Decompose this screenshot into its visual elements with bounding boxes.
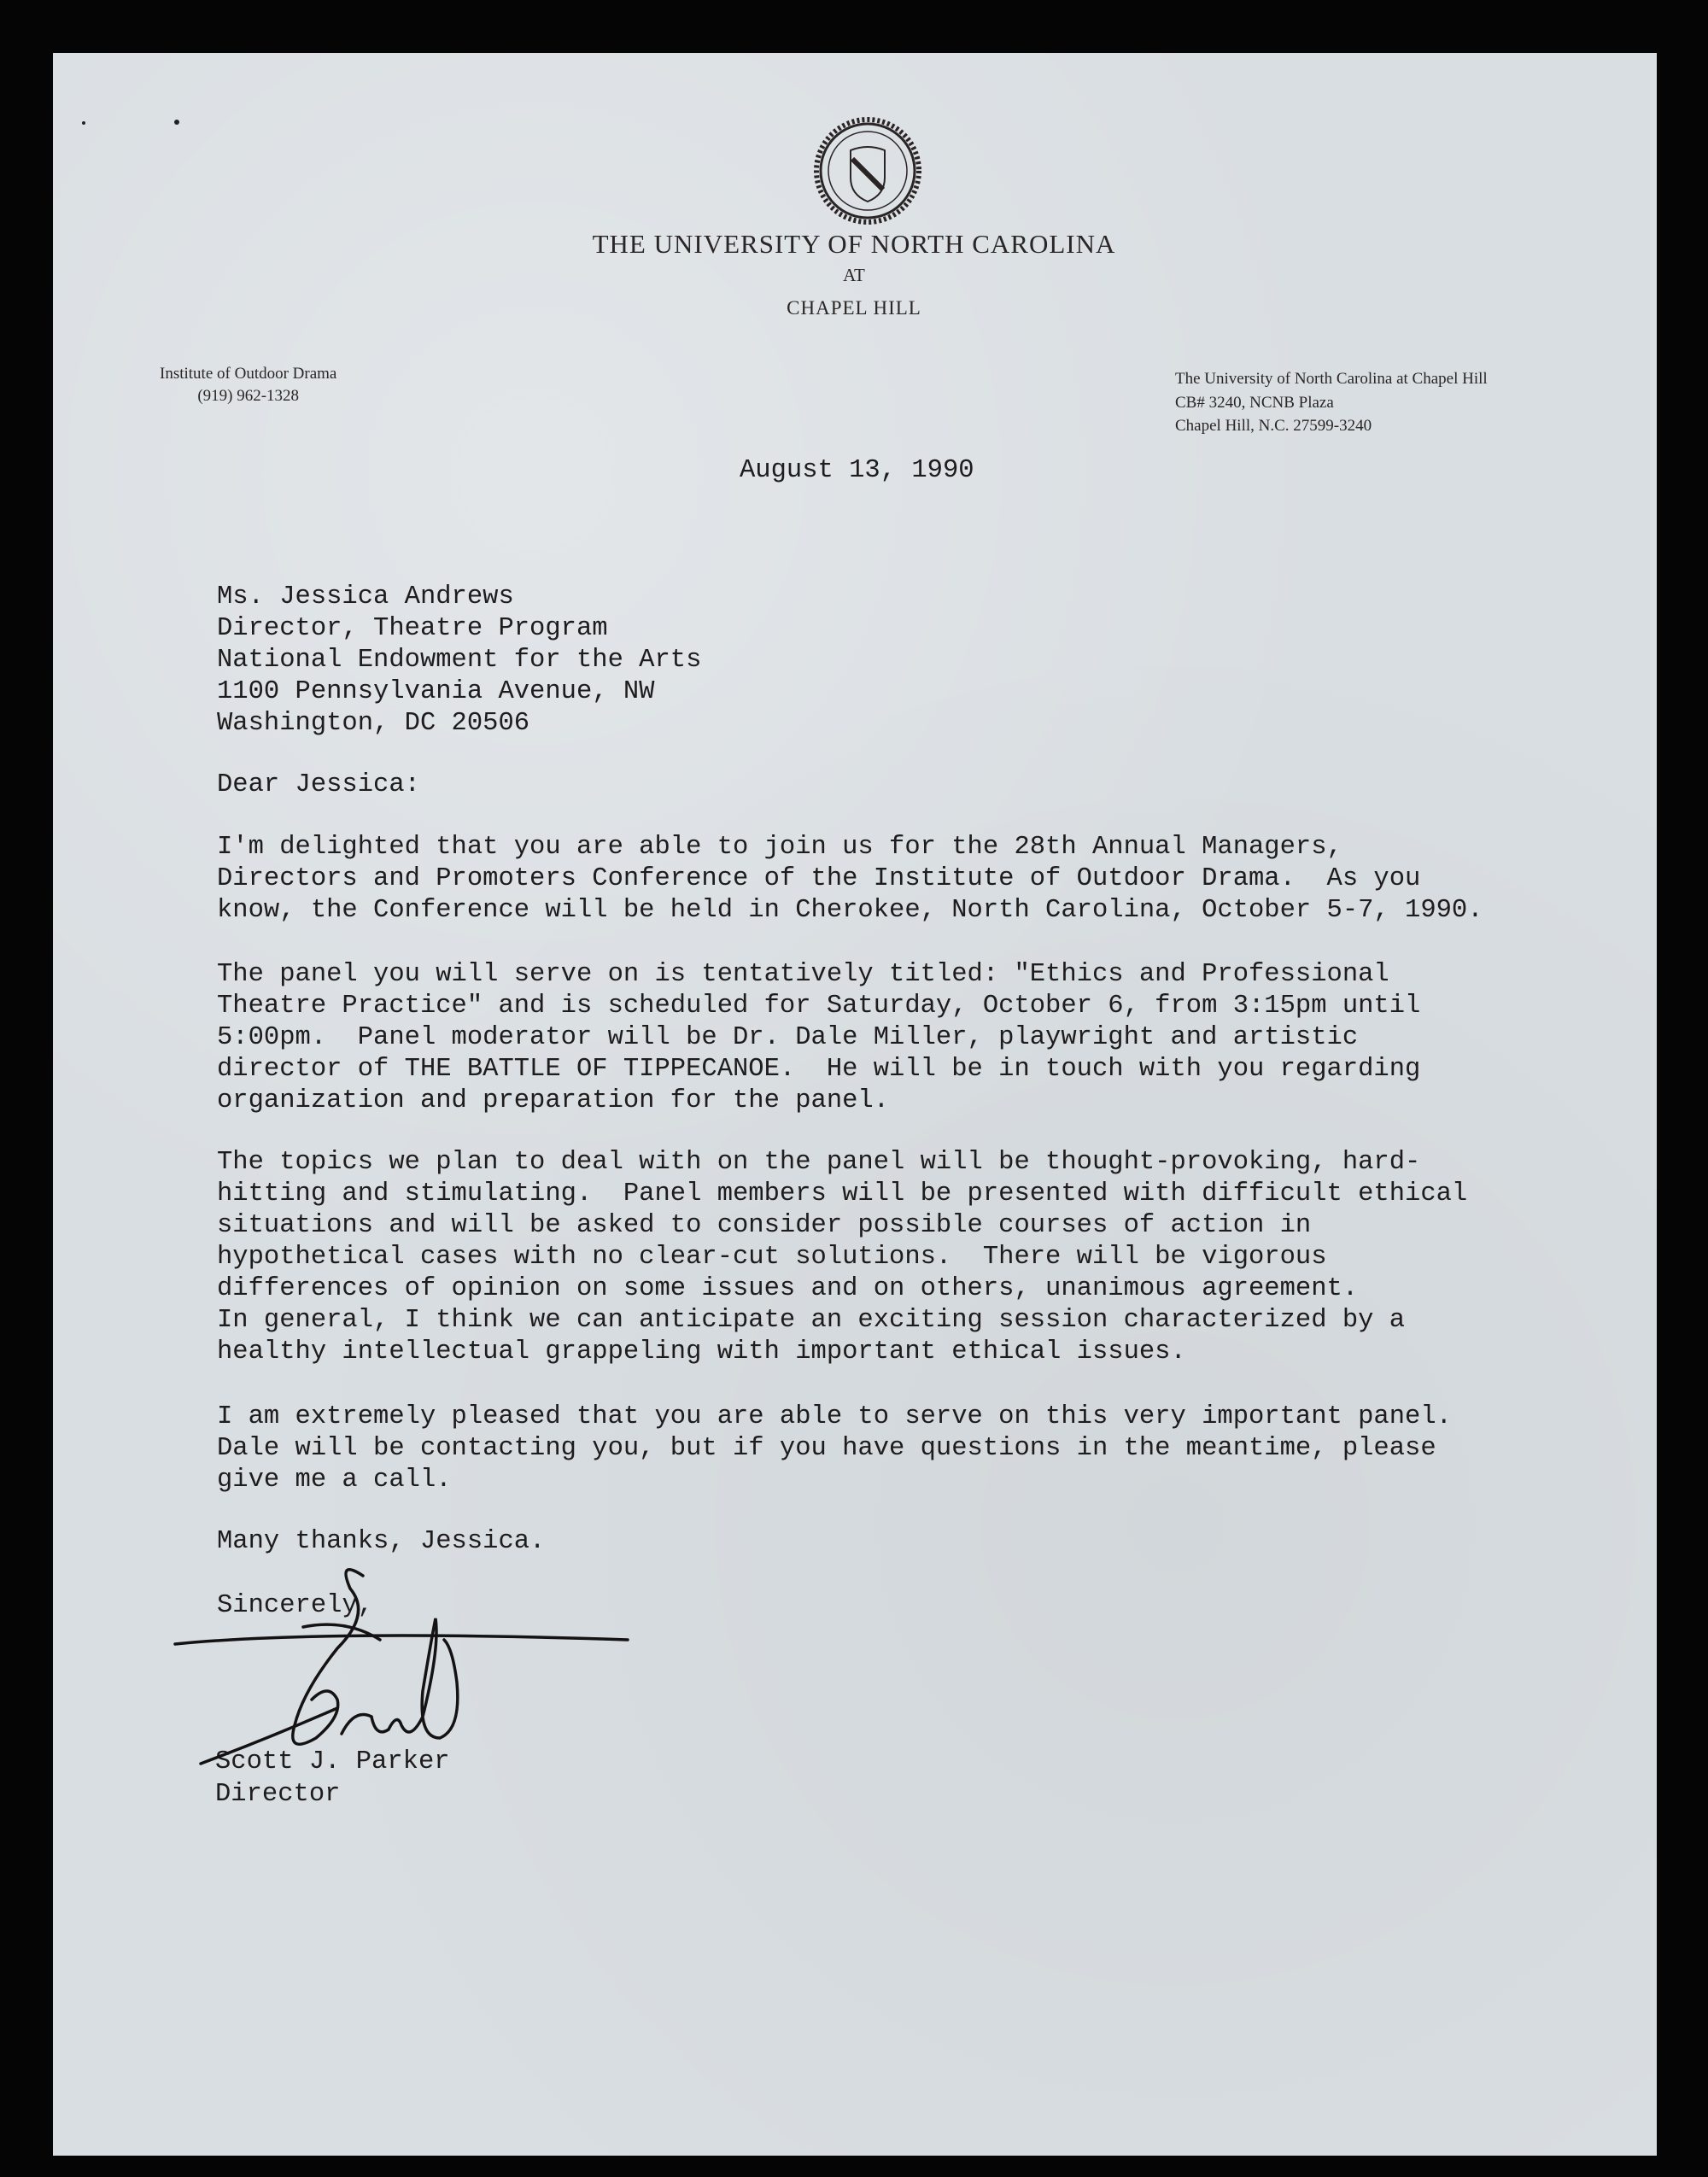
paragraph-3 [217,1147,1467,1368]
paragraph-line: give me a call. [217,1466,452,1495]
paragraph-line: differences of opinion on some issues and on others, unanimous agreement. [217,1274,1359,1303]
paragraph-line: 5:00pm. Panel moderator will be Dr. Dale Miller, playwright and artistic [217,1023,1359,1052]
paragraph-line: Directors and Promoters Conference of the Institute of Outdoor Drama. As you [217,864,1421,893]
paragraph-line: organization and preparation for the panel. [217,1086,890,1115]
paragraph-line: Theatre Practice" and is scheduled for Saturday, October 6, from 3:15pm until [217,992,1421,1021]
paragraph-line: healthy intellectual grappeling with important ethical issues. [217,1337,1186,1366]
signer-name: Scott J. Parker [215,1747,450,1776]
paragraph-4 [217,1402,1452,1496]
handwritten-signature [167,1554,645,1785]
university-address-block [1175,367,1488,438]
closing-line: Many thanks, Jessica. [217,1527,546,1556]
recipient-line: 1100 Pennsylvania Avenue, NW [217,677,655,706]
university-seal-icon [813,116,922,225]
paragraph-2 [217,959,1420,1117]
address-line: Chapel Hill, N.C. 27599-3240 [1175,417,1372,435]
address-line: CB# 3240, NCNB Plaza [1175,393,1334,412]
paragraph-line: hitting and stimulating. Panel members will be presented with difficult ethical [217,1179,1468,1208]
letter-date: August 13, 1990 [740,456,974,485]
recipient-line: Director, Theatre Program [217,614,608,643]
department-phone: (919) 962-1328 [197,387,300,405]
recipient-line: Washington, DC 20506 [217,709,530,738]
paragraph-1 [217,832,1483,927]
institution-at: AT [843,265,865,285]
signer-title: Director [215,1780,341,1809]
institution-name: THE UNIVERSITY OF NORTH CAROLINA [592,229,1116,259]
paragraph-line: know, the Conference will be held in Cherokee, North Carolina, October 5-7, 1990. [217,896,1483,925]
department-block [160,363,336,407]
paragraph-line: Dale will be contacting you, but if you have questions in the meantime, please [217,1434,1436,1463]
speck [82,121,85,125]
speck [174,120,179,125]
paragraph-line: The topics we plan to deal with on the panel will be thought-provoking, hard- [217,1148,1421,1177]
recipient-line: National Endowment for the Arts [217,646,702,675]
valediction: Sincerely, [217,1591,374,1620]
recipient-line: Ms. Jessica Andrews [217,582,514,612]
department-name: Institute of Outdoor Drama [160,365,337,383]
paragraph-line: hypothetical cases with no clear-cut solutions. There will be vigorous [217,1243,1327,1272]
address-line: The University of North Carolina at Chapel Hill [1175,370,1488,388]
paragraph-line: The panel you will serve on is tentatively titled: "Ethics and Professional [217,960,1389,989]
paragraph-line: I'm delighted that you are able to join us for the 28th Annual Managers, [217,833,1342,862]
campus-name: CHAPEL HILL [787,297,921,319]
salutation: Dear Jessica: [217,770,420,799]
paragraph-line: In general, I think we can anticipate an exciting session characterized by a [217,1306,1406,1335]
paragraph-line: I am extremely pleased that you are able to serve on this very important panel. [217,1402,1452,1431]
paragraph-line: director of THE BATTLE OF TIPPECANOE. He will be in touch with you regarding [217,1055,1421,1084]
recipient-address [217,582,701,740]
paragraph-line: situations and will be asked to consider possible courses of action in [217,1211,1312,1240]
